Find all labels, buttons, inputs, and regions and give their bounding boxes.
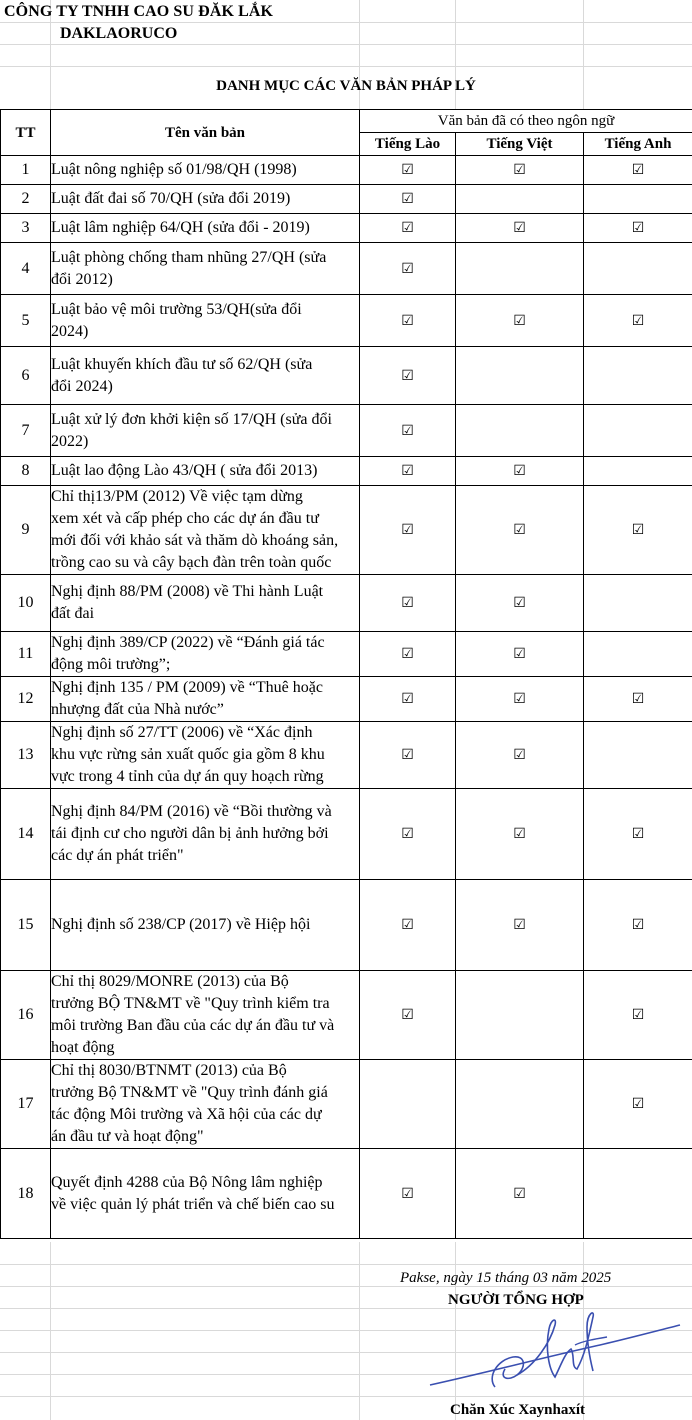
table-row (1, 295, 692, 347)
document-name-line: Quyết định 4288 của Bộ Nông lâm nghiệp (51, 1173, 323, 1191)
english-availability-cell (584, 632, 692, 677)
table-row (1, 789, 692, 880)
company-name: CÔNG TY TNHH CAO SU ĐĂK LẮK (4, 3, 274, 20)
lao-availability-cell (360, 214, 456, 243)
english-availability-cell (584, 156, 692, 185)
row-number: 18 (1, 1149, 51, 1239)
checkbox-checked-icon: ☑ (513, 691, 526, 707)
grid-line (359, 1242, 360, 1420)
english-availability-cell (584, 1060, 692, 1149)
document-name-line: đổi 2024) (51, 377, 113, 395)
document-name-line: Luật phòng chống tham nhũng 27/QH (sửa (51, 248, 327, 266)
english-availability-cell (584, 243, 692, 295)
table-row (1, 971, 692, 1060)
legal-documents-table (0, 109, 692, 1239)
vietnamese-availability-cell (456, 214, 584, 243)
document-name-line: 2024) (51, 322, 89, 340)
checkbox-checked-icon: ☑ (401, 917, 414, 933)
document-name-line: Luật đất đai số 70/QH (sửa đổi 2019) (51, 190, 291, 207)
document-name-line: đổi 2012) (51, 270, 113, 288)
lao-availability-cell (360, 789, 456, 880)
checkbox-checked-icon: ☑ (513, 826, 526, 842)
table-row (1, 632, 692, 677)
signature-image (425, 1305, 685, 1395)
table-row (1, 243, 692, 295)
checkbox-checked-icon: ☑ (631, 1007, 645, 1023)
row-number: 4 (1, 243, 51, 295)
checkbox-checked-icon: ☑ (401, 1185, 414, 1202)
checkbox-checked-icon: ☑ (401, 162, 414, 178)
document-name-line: Nghị định 84/PM (2016) về “Bồi thường và (51, 803, 332, 820)
english-availability-cell (584, 185, 692, 214)
document-name-line: đất đai (51, 605, 95, 622)
signer-role: NGƯỜI TỔNG HỢP (448, 1292, 584, 1308)
row-number: 5 (1, 295, 51, 347)
table-row (1, 405, 692, 457)
english-availability-cell (584, 677, 692, 722)
lao-availability-cell (360, 486, 456, 575)
document-name (51, 405, 360, 457)
document-name-line: tái định cư cho người dân bị ảnh hưởng bởi (51, 825, 329, 842)
table-row (1, 185, 692, 214)
document-name (51, 677, 360, 722)
table-row (1, 457, 692, 486)
lao-availability-cell (360, 880, 456, 971)
checkbox-checked-icon: ☑ (631, 826, 645, 842)
checkbox-checked-icon: ☑ (401, 191, 414, 207)
lao-availability-cell (360, 347, 456, 405)
row-number: 13 (1, 722, 51, 789)
english-availability-cell (584, 971, 692, 1060)
document-name-line: về việc quản lý phát triển và chế biến cao su (51, 1195, 335, 1213)
checkbox-checked-icon: ☑ (401, 747, 414, 763)
checkbox-checked-icon: ☑ (401, 422, 414, 439)
signer-name: Chăn Xúc Xaynhaxít (450, 1402, 586, 1418)
vietnamese-availability-cell (456, 971, 584, 1060)
row-number: 10 (1, 575, 51, 632)
vietnamese-availability-cell (456, 405, 584, 457)
english-availability-cell (584, 457, 692, 486)
checkbox-checked-icon: ☑ (401, 463, 414, 479)
english-availability-cell (584, 722, 692, 789)
document-name-line: Nghị định 389/CP (2022) về “Đánh giá tác (51, 634, 325, 651)
column-header-language-group: Văn bản đã có theo ngôn ngữ (360, 110, 692, 133)
document-title: DANH MỤC CÁC VĂN BẢN PHÁP LÝ (216, 78, 476, 94)
document-name (51, 347, 360, 405)
table-row (1, 486, 692, 575)
grid-line (0, 44, 692, 45)
column-header-vietnamese: Tiếng Việt (456, 133, 584, 156)
document-name (51, 243, 360, 295)
checkbox-checked-icon: ☑ (513, 312, 526, 329)
checkbox-checked-icon: ☑ (401, 522, 414, 538)
row-number: 3 (1, 214, 51, 243)
table-row (1, 880, 692, 971)
table-row (1, 214, 692, 243)
table-row (1, 347, 692, 405)
row-number: 2 (1, 185, 51, 214)
document-name-line: trưởng BỘ TN&MT về "Quy trình kiểm tra (51, 995, 330, 1012)
document-name-line: trồng cao su và cây bạch đàn trên toàn quốc (51, 554, 332, 571)
checkbox-checked-icon: ☑ (631, 220, 645, 236)
checkbox-checked-icon: ☑ (401, 691, 414, 707)
checkbox-checked-icon: ☑ (631, 522, 645, 538)
table-row (1, 677, 692, 722)
checkbox-checked-icon: ☑ (513, 917, 526, 933)
document-name (51, 1149, 360, 1239)
vietnamese-availability-cell (456, 156, 584, 185)
vietnamese-availability-cell (456, 1149, 584, 1239)
row-number: 15 (1, 880, 51, 971)
checkbox-checked-icon: ☑ (513, 522, 526, 538)
document-name (51, 1060, 360, 1149)
lao-availability-cell (360, 575, 456, 632)
table-row (1, 722, 692, 789)
checkbox-checked-icon: ☑ (631, 1096, 645, 1112)
column-header-name: Tên văn bản (51, 110, 360, 156)
vietnamese-availability-cell (456, 295, 584, 347)
english-availability-cell (584, 295, 692, 347)
row-number: 7 (1, 405, 51, 457)
vietnamese-availability-cell (456, 1060, 584, 1149)
grid-line (0, 22, 692, 23)
checkbox-checked-icon: ☑ (631, 312, 645, 329)
vietnamese-availability-cell (456, 789, 584, 880)
lao-availability-cell (360, 185, 456, 214)
lao-availability-cell (360, 722, 456, 789)
document-name (51, 722, 360, 789)
grid-line (0, 1396, 692, 1397)
lao-availability-cell (360, 632, 456, 677)
document-name (51, 632, 360, 677)
checkbox-checked-icon: ☑ (631, 162, 645, 178)
document-name-line: hoạt động (51, 1039, 115, 1056)
document-name-line: tác động Môi trường và Xã hội của các dự (51, 1106, 322, 1123)
document-name-line: động môi trường”; (51, 656, 171, 673)
document-name-line: Nghị định số 27/TT (2006) về “Xác định (51, 724, 313, 741)
checkbox-checked-icon: ☑ (513, 747, 526, 763)
document-name (51, 575, 360, 632)
document-name-line: Luật nông nghiệp số 01/98/QH (1998) (51, 161, 297, 178)
lao-availability-cell (360, 971, 456, 1060)
vietnamese-availability-cell (456, 632, 584, 677)
document-name (51, 214, 360, 243)
row-number: 14 (1, 789, 51, 880)
checkbox-checked-icon: ☑ (401, 367, 414, 384)
row-number: 12 (1, 677, 51, 722)
checkbox-checked-icon: ☑ (513, 220, 526, 236)
document-name (51, 971, 360, 1060)
english-availability-cell (584, 347, 692, 405)
document-name-line: các dự án phát triển" (51, 847, 184, 864)
row-number: 11 (1, 632, 51, 677)
english-availability-cell (584, 880, 692, 971)
vietnamese-availability-cell (456, 575, 584, 632)
document-name-line: Chỉ thị 8030/BTNMT (2013) của Bộ (51, 1062, 287, 1079)
document-name-line: nhượng đất của Nhà nước” (51, 701, 224, 718)
checkbox-checked-icon: ☑ (401, 826, 414, 842)
grid-line (50, 1242, 51, 1420)
document-name (51, 486, 360, 575)
signature-stroke (492, 1357, 523, 1387)
checkbox-checked-icon: ☑ (631, 691, 645, 707)
english-availability-cell (584, 486, 692, 575)
document-name-line: Luật bảo vệ môi trường 53/QH(sửa đổi (51, 300, 302, 318)
checkbox-checked-icon: ☑ (513, 463, 526, 479)
row-number: 16 (1, 971, 51, 1060)
english-availability-cell (584, 575, 692, 632)
document-name-line: xem xét và cấp phép cho các dự án đầu tư (51, 510, 319, 527)
column-header-english: Tiếng Anh (584, 133, 692, 156)
document-name (51, 156, 360, 185)
signature-stroke (517, 1313, 593, 1377)
document-name-line: Nghị định số 238/CP (2017) về Hiệp hội (51, 916, 311, 933)
checkbox-checked-icon: ☑ (513, 595, 526, 611)
row-number: 6 (1, 347, 51, 405)
company-abbreviation: DAKLAORUCO (60, 25, 178, 42)
document-name-line: vực trong 4 tỉnh của dự án quy hoạch rừng (51, 768, 324, 785)
lao-availability-cell (360, 405, 456, 457)
lao-availability-cell (360, 1149, 456, 1239)
vietnamese-availability-cell (456, 347, 584, 405)
document-name-line: Luật lâm nghiệp 64/QH (sửa đổi - 2019) (51, 219, 310, 236)
document-name-line: Nghị định 88/PM (2008) về Thi hành Luật (51, 583, 324, 600)
checkbox-checked-icon: ☑ (401, 595, 414, 611)
row-number: 17 (1, 1060, 51, 1149)
row-number: 9 (1, 486, 51, 575)
checkbox-checked-icon: ☑ (513, 1185, 526, 1202)
document-name-line: Nghị định 135 / PM (2009) về “Thuê hoặc (51, 679, 323, 696)
document-name-line: Luật xử lý đơn khởi kiện số 17/QH (sửa đổi (51, 410, 332, 428)
vietnamese-availability-cell (456, 185, 584, 214)
vietnamese-availability-cell (456, 486, 584, 575)
vietnamese-availability-cell (456, 677, 584, 722)
signing-date: Pakse, ngày 15 tháng 03 năm 2025 (400, 1270, 612, 1286)
vietnamese-availability-cell (456, 880, 584, 971)
checkbox-checked-icon: ☑ (513, 162, 526, 178)
document-name-line: án đầu tư và hoạt động" (51, 1128, 204, 1145)
vietnamese-availability-cell (456, 457, 584, 486)
document-name (51, 880, 360, 971)
english-availability-cell (584, 789, 692, 880)
column-header-tt: TT (1, 110, 51, 156)
checkbox-checked-icon: ☑ (513, 646, 526, 662)
lao-availability-cell (360, 243, 456, 295)
document-name-line: Luật khuyến khích đầu tư số 62/QH (sửa (51, 355, 313, 373)
lao-availability-cell (360, 677, 456, 722)
checkbox-checked-icon: ☑ (401, 646, 414, 662)
document-name (51, 457, 360, 486)
checkbox-checked-icon: ☑ (401, 1007, 414, 1023)
row-number: 8 (1, 457, 51, 486)
checkbox-checked-icon: ☑ (401, 260, 414, 277)
checkbox-checked-icon: ☑ (631, 917, 645, 933)
document-name-line: Chỉ thị13/PM (2012) Về việc tạm dừng (51, 488, 303, 505)
row-number: 1 (1, 156, 51, 185)
document-name-line: Luật lao động Lào 43/QH ( sửa đổi 2013) (51, 462, 318, 479)
english-availability-cell (584, 405, 692, 457)
document-name-line: mới đối với khảo sát và thăm dò khoáng sản, (51, 532, 339, 549)
table-row (1, 575, 692, 632)
vietnamese-availability-cell (456, 243, 584, 295)
table-row (1, 156, 692, 185)
document-name-line: Chỉ thị 8029/MONRE (2013) của Bộ (51, 973, 289, 990)
lao-availability-cell (360, 295, 456, 347)
lao-availability-cell (360, 156, 456, 185)
table-row (1, 1060, 692, 1149)
document-name-line: khu vực rừng sản xuất quốc gia gồm 8 khu (51, 746, 325, 763)
lao-availability-cell (360, 457, 456, 486)
lao-availability-cell (360, 1060, 456, 1149)
document-name (51, 295, 360, 347)
grid-line (0, 66, 692, 67)
table-body (1, 156, 692, 1239)
checkbox-checked-icon: ☑ (401, 312, 414, 329)
document-name (51, 185, 360, 214)
checkbox-checked-icon: ☑ (401, 220, 414, 236)
document-name-line: 2022) (51, 432, 89, 450)
document-name-line: trưởng Bộ TN&MT về "Quy trình đánh giá (51, 1084, 328, 1101)
english-availability-cell (584, 1149, 692, 1239)
vietnamese-availability-cell (456, 722, 584, 789)
english-availability-cell (584, 214, 692, 243)
column-header-lao: Tiếng Lào (360, 133, 456, 156)
document-name (51, 789, 360, 880)
grid-line (0, 1264, 692, 1265)
table-row (1, 1149, 692, 1239)
document-name-line: môi trường Ban đầu của các dự án đầu tư và (51, 1017, 335, 1034)
